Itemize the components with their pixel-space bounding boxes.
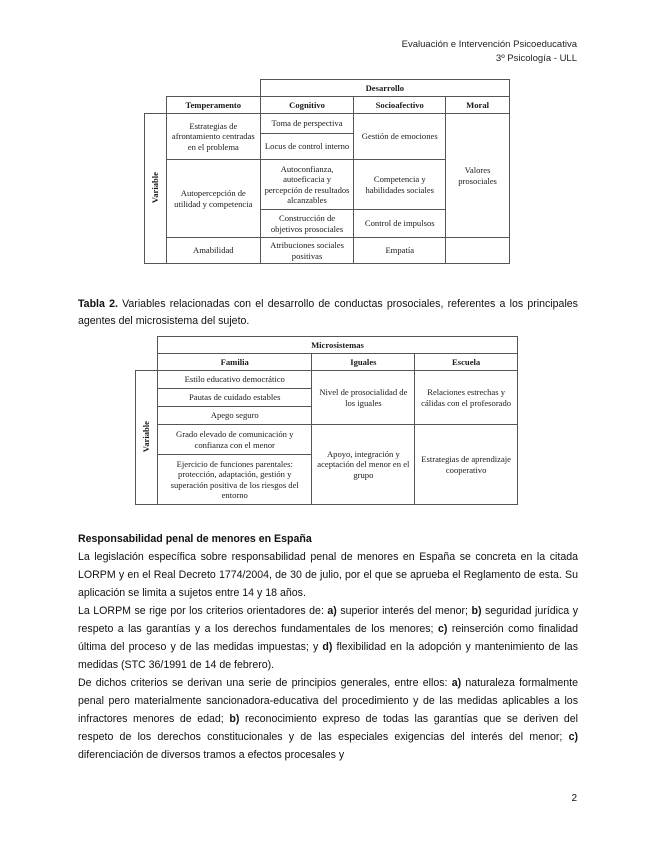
header-course: Evaluación e Intervención Psicoeducativa: [401, 39, 577, 50]
paragraph: [78, 674, 578, 764]
table1-col-header: Moral: [446, 97, 510, 114]
table2-row-label: Variable: [141, 420, 152, 452]
text-run: diferenciación de diversos tramos a efectos procesales y: [78, 749, 345, 761]
text-run: superior interés del menor;: [336, 605, 472, 617]
table2-cell: Estrategias de aprendizaje cooperativo: [415, 425, 518, 505]
paragraph: [78, 602, 578, 674]
table1-cell: Construcción de objetivos prosociales: [260, 210, 354, 238]
table1-cell: [446, 238, 510, 264]
table2-col-header: Escuela: [415, 354, 518, 371]
table1-cell: Locus de control interno: [260, 134, 354, 160]
table1-cell: Autoconfianza, autoeficacia y percepción de resultados alcanzables: [260, 160, 354, 210]
text-run: naturaleza formalmente penal pero materialmente sancionadora-educativa del procedimiento y de las medidas aplicables a los infractores menores de edad;: [78, 677, 578, 725]
text-run: flexibilidad en la adopción y mantenimiento de las medidas (STC 36/1991 de 14 de febrero).: [78, 641, 578, 671]
table2-col-header: Familia: [157, 354, 312, 371]
table1-group-header: Desarrollo: [260, 80, 509, 97]
table2-caption: [78, 296, 578, 330]
table2-group-header: Microsistemas: [157, 337, 517, 354]
table1-cell: Competencia y habilidades sociales: [354, 160, 446, 210]
text-run: seguridad jurídica y respeto a las garantías y a los derechos fundamentales de los menores;: [78, 605, 578, 635]
list-marker: a): [451, 677, 462, 689]
table2-cell: Relaciones estrechas y cálidas con el profesorado: [415, 371, 518, 425]
table2-cell: Estilo educativo democrático: [157, 371, 312, 389]
caption-text: Variables relacionadas con el desarrollo de conductas prosociales, referentes a los principales agentes del microsistema del sujeto.: [78, 298, 578, 327]
header-degree: 3º Psicología - ULL: [495, 53, 577, 64]
page-number: 2: [571, 793, 577, 804]
table-desarrollo: [144, 79, 510, 264]
text-run: La LORPM se rige por los criterios orientadores de:: [78, 605, 328, 617]
table1-cell: Autopercepción de utilidad y competencia: [166, 160, 260, 238]
table2-cell: Ejercicio de funciones parentales: protección, adaptación, gestión y superación positiva de los riesgos del entorno: [157, 455, 312, 505]
table1-cell: Atribuciones sociales positivas: [260, 238, 354, 264]
body-text: [78, 530, 578, 764]
section-title: Responsabilidad penal de menores en España: [78, 533, 312, 545]
page-header: [402, 38, 577, 66]
text-run: reinserción como finalidad última del proceso y de las medidas impuestas; y: [78, 623, 578, 653]
table2-cell: Nivel de prosocialidad de los iguales: [312, 371, 415, 425]
table1-col-header: Socioafectivo: [354, 97, 446, 114]
caption-label: Tabla 2.: [78, 298, 118, 310]
table1-col-header: Cognitivo: [260, 97, 354, 114]
table1-row-label: Variable: [150, 171, 161, 203]
table1-cell: Empatía: [354, 238, 446, 264]
list-marker: c): [568, 731, 578, 743]
list-marker: c): [437, 623, 448, 635]
table2-cell: Apego seguro: [157, 407, 312, 425]
text-run: reconocimiento expreso de todas las garantías que se deriven del respeto de los derechos constitucionales y de las especiales exigencias del interés del menor;: [78, 713, 578, 743]
table2-cell: Pautas de cuidado estables: [157, 389, 312, 407]
list-marker: d): [322, 641, 333, 653]
table1-cell: Control de impulsos: [354, 210, 446, 238]
table1-cell: Toma de perspectiva: [260, 114, 354, 134]
text-run: De dichos criterios se derivan una serie de principios generales, entre ellos:: [78, 677, 452, 689]
list-marker: a): [327, 605, 337, 617]
table2-cell: Grado elevado de comunicación y confianza con el menor: [157, 425, 312, 455]
table1-cell: Valores prosociales: [446, 114, 510, 238]
list-marker: b): [471, 605, 482, 617]
table1-cell: Estrategias de afrontamiento centradas en el problema: [166, 114, 260, 160]
table2-cell: Apoyo, integración y aceptación del menor en el grupo: [312, 425, 415, 505]
paragraph: La legislación específica sobre responsabilidad penal de menores en España se concreta en la citada LORPM y en el Real Decreto 1774/2004, de 30 de julio, por el que se aprueba el Reglamento de esta. Su aplicación se limita a sujetos entre 14 y 18 años.: [78, 551, 578, 599]
table1-cell: Amabilidad: [166, 238, 260, 264]
table2-row-label-cell: [136, 371, 158, 505]
table1-col-header: Temperamento: [166, 97, 260, 114]
list-marker: b): [229, 713, 240, 725]
table1-cell: Gestión de emociones: [354, 114, 446, 160]
table-microsistemas: [135, 336, 518, 505]
table1-row-label-cell: [145, 114, 167, 264]
table2-col-header: Iguales: [312, 354, 415, 371]
